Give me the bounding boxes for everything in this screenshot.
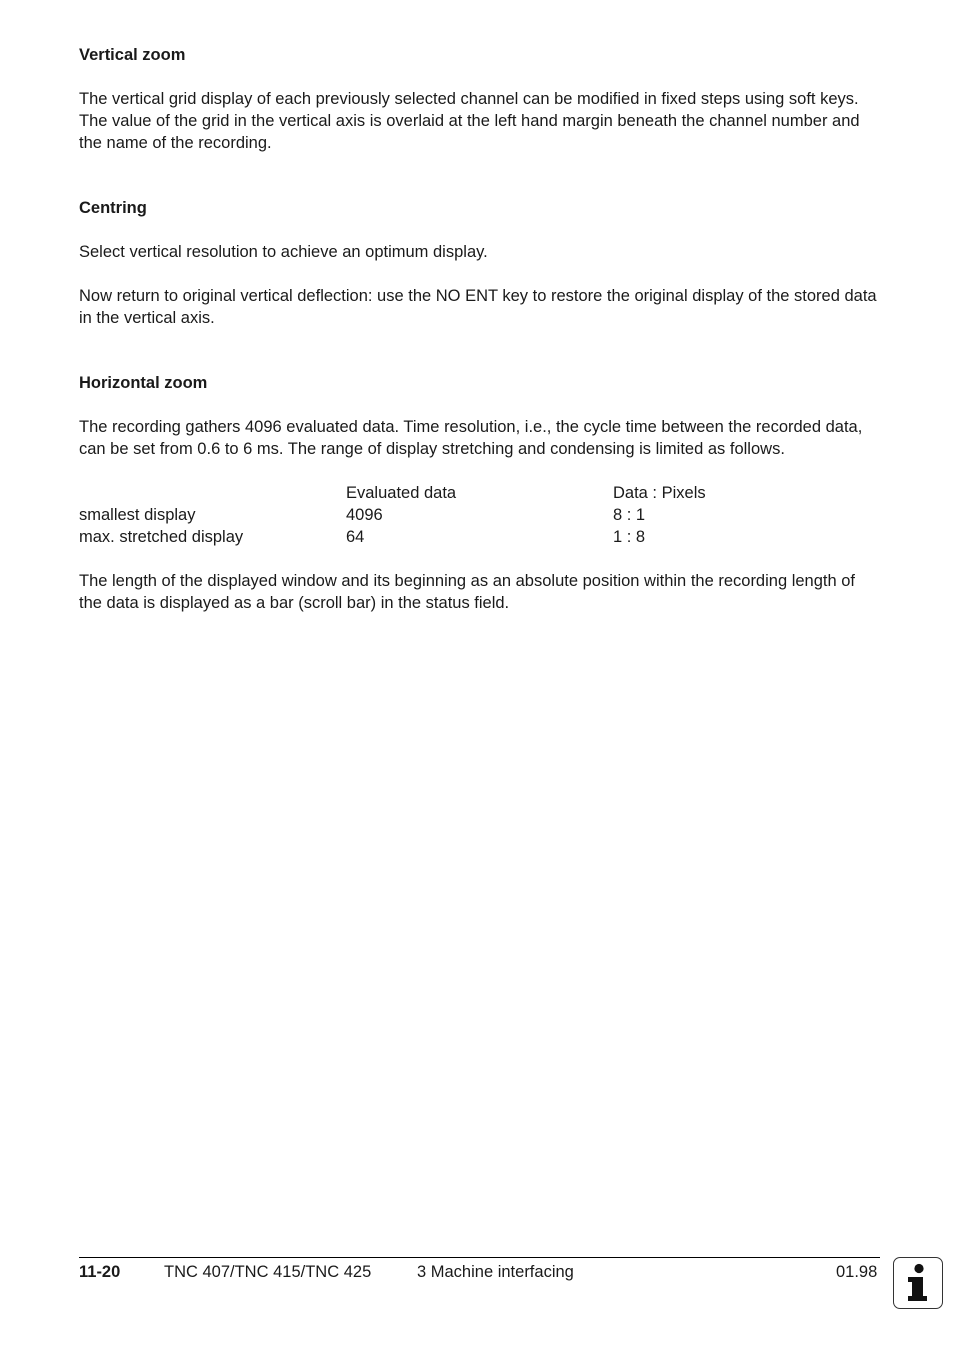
table-cell: 64 xyxy=(346,528,365,546)
table-header-row xyxy=(79,482,706,504)
heading-vertical-zoom: Vertical zoom xyxy=(79,46,186,64)
table-cell: 1 : 8 xyxy=(613,528,646,546)
footer-divider xyxy=(79,1257,880,1258)
footer-date: 01.98 xyxy=(836,1263,878,1281)
paragraph-centring-2: Now return to original vertical deflection: use the NO ENT key to restore the original display of the stored data in the vertical axis. xyxy=(79,287,877,327)
table-cell: max. stretched display xyxy=(79,528,244,546)
paragraph-horizontal-zoom: The recording gathers 4096 evaluated data. Time resolution, i.e., the cycle time between the recorded data, can be set from 0.6 to 6 ms. The range of display stretching and condensing is limited as follows. xyxy=(79,418,863,458)
heading-centring: Centring xyxy=(79,199,147,217)
table-cell: smallest display xyxy=(79,506,196,524)
zoom-limits-table xyxy=(79,482,706,548)
table-header-cell: Data : Pixels xyxy=(613,484,706,502)
footer-page-number: 11-20 xyxy=(79,1263,121,1281)
page-content xyxy=(79,44,879,614)
footer-model: TNC 407/TNC 415/TNC 425 xyxy=(164,1263,372,1281)
info-icon xyxy=(893,1257,943,1309)
table-cell: 8 : 1 xyxy=(613,506,646,524)
heading-horizontal-zoom: Horizontal zoom xyxy=(79,374,208,392)
paragraph-centring-1: Select vertical resolution to achieve an optimum display. xyxy=(79,243,488,261)
table-header-cell xyxy=(79,482,346,504)
info-glyph xyxy=(894,1258,941,1307)
table-row xyxy=(79,504,706,526)
paragraph-scroll-bar: The length of the displayed window and its beginning as an absolute position within the recording length of the data is displayed as a bar (scroll bar) in the status field. xyxy=(79,572,856,612)
paragraph-vertical-zoom: The vertical grid display of each previously selected channel can be modified in fixed steps using soft keys. The value of the grid in the vertical axis is overlaid at the left hand margin beneath the channel number and the name of the recording. xyxy=(79,90,860,152)
table-header-cell: Evaluated data xyxy=(346,484,457,502)
table-cell: 4096 xyxy=(346,506,383,524)
table-row xyxy=(79,526,706,548)
footer-chapter: 3 Machine interfacing xyxy=(417,1263,574,1281)
